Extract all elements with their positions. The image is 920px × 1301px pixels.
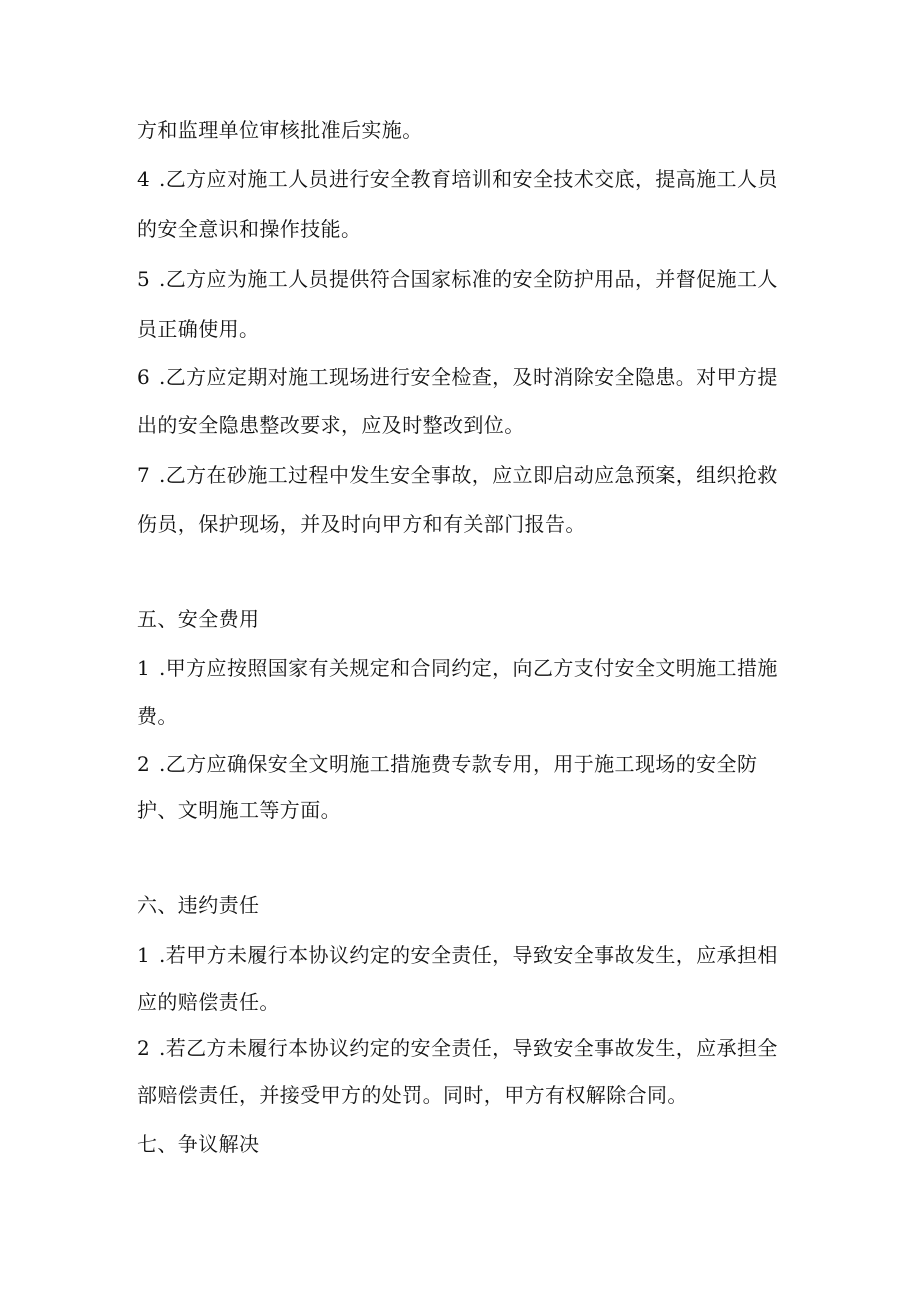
item-text: .乙方应确保安全文明施工措施费专款专用，用于施工现场的安全防 [159, 752, 758, 776]
section6-item-2-line2: 部赔偿责任，并接受甲方的处罚。同时，甲方有权解除合同。 [137, 1083, 688, 1107]
item-text: .若甲方未履行本协议约定的安全责任，导致安全事故发生，应承担相 [159, 943, 778, 967]
item-number: 2 [137, 1036, 151, 1060]
item-number: 6 [137, 365, 151, 389]
section6-item-1-line1 [137, 941, 778, 969]
section-heading-7: 七、争议解决 [137, 1132, 260, 1156]
item-number: 1 [137, 943, 151, 967]
list-item-5-line1 [137, 265, 778, 293]
section5-item-2-line2: 护、文明施工等方面。 [137, 798, 341, 822]
section6-item-2-line1 [137, 1034, 778, 1062]
item-number: 1 [137, 656, 151, 680]
list-item-6-line1 [137, 363, 778, 391]
item-text: .若乙方未履行本协议约定的安全责任，导致安全事故发生，应承担全 [159, 1036, 778, 1060]
list-item-4-line2: 的安全意识和操作技能。 [137, 217, 362, 241]
item-number: 7 [137, 463, 151, 487]
list-item-6-line2: 出的安全隐患整改要求，应及时整改到位。 [137, 413, 525, 437]
section5-item-1-line1 [137, 654, 778, 682]
section6-item-1-line2: 应的赔偿责任。 [137, 990, 280, 1014]
section-heading-5: 五、安全费用 [137, 607, 260, 631]
item-text: .乙方在砂施工过程中发生安全事故，应立即启动应急预案，组织抢救 [159, 463, 778, 487]
item-number: 2 [137, 752, 151, 776]
continuation-text: 方和监理单位审核批准后实施。 [137, 118, 423, 142]
list-item-7-line1 [137, 461, 778, 489]
item-text: .乙方应对施工人员进行安全教育培训和安全技术交底，提高施工人员 [159, 167, 778, 191]
item-text: .乙方应为施工人员提供符合国家标准的安全防护用品，并督促施工人 [159, 267, 778, 291]
item-number: 5 [137, 267, 151, 291]
item-text: .乙方应定期对施工现场进行安全检查，及时消除安全隐患。对甲方提 [159, 365, 778, 389]
list-item-7-line2: 伤员，保护现场，并及时向甲方和有关部门报告。 [137, 512, 586, 536]
section5-item-1-line2: 费。 [137, 704, 178, 728]
list-item-5-line2: 员正确使用。 [137, 317, 260, 341]
item-text: .甲方应按照国家有关规定和合同约定，向乙方支付安全文明施工措施 [159, 656, 778, 680]
item-number: 4 [137, 167, 151, 191]
section-heading-6: 六、违约责任 [137, 893, 260, 917]
list-item-4-line1 [137, 165, 778, 193]
section5-item-2-line1 [137, 750, 757, 778]
